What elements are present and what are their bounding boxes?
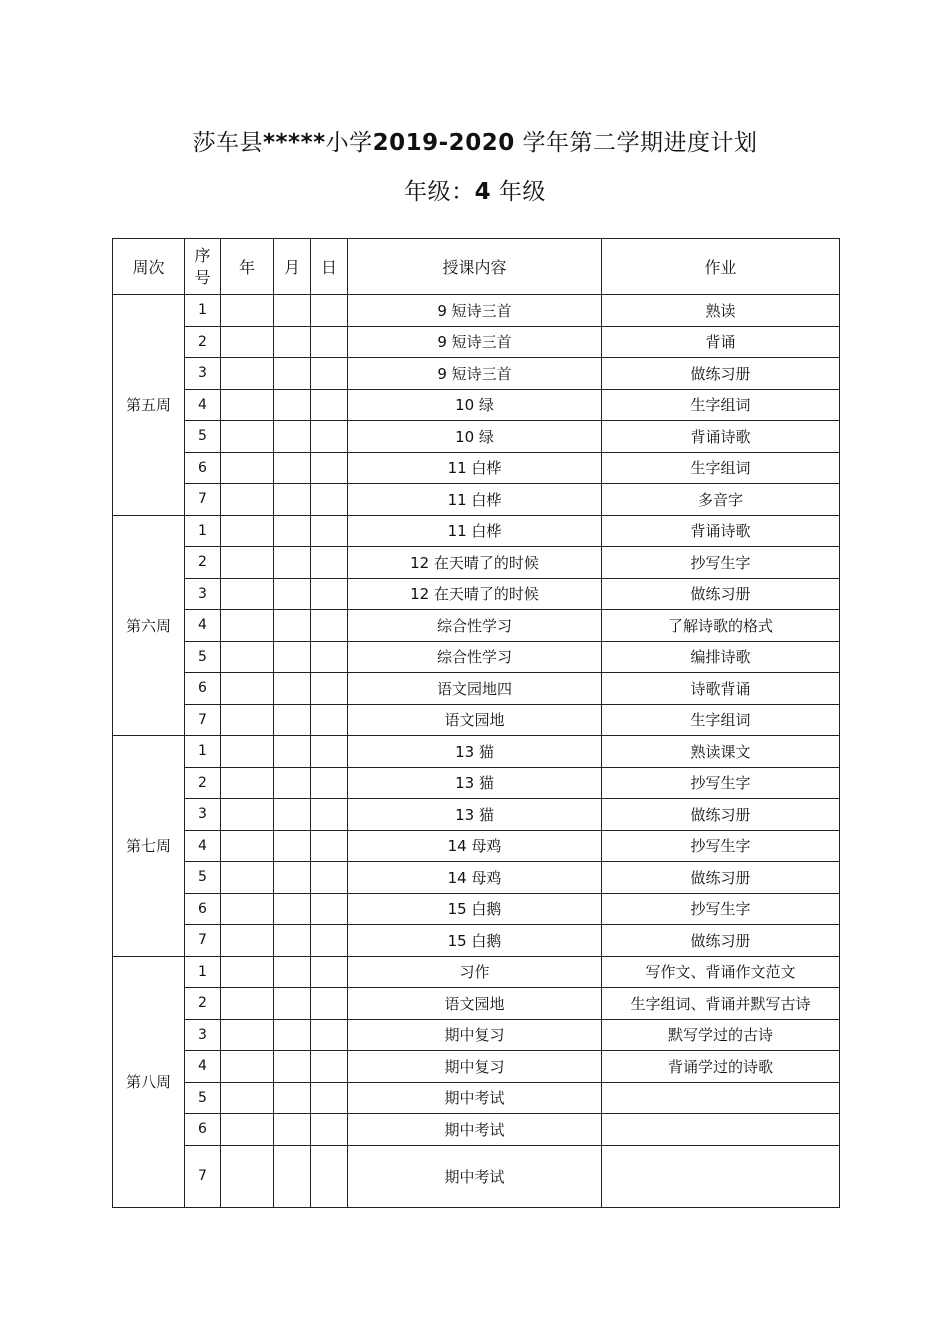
content-cell: 9 短诗三首 <box>348 326 602 358</box>
year-cell <box>221 767 274 799</box>
year-cell <box>221 515 274 547</box>
seq-cell: 6 <box>185 1114 221 1146</box>
title-suffix: 学年第二学期进度计划 <box>522 130 758 156</box>
year-cell <box>221 925 274 957</box>
header-month: 月 <box>274 239 311 295</box>
header-day: 日 <box>311 239 348 295</box>
homework-cell: 写作文、背诵作文范文 <box>602 956 840 988</box>
homework-cell: 做练习册 <box>602 358 840 390</box>
table-row <box>113 862 840 894</box>
month-cell <box>274 484 311 516</box>
title-school: 小学 <box>325 130 373 156</box>
day-cell <box>311 484 348 516</box>
day-cell <box>311 956 348 988</box>
seq-cell: 5 <box>185 862 221 894</box>
week-label: 第五周 <box>113 295 185 516</box>
day-cell <box>311 578 348 610</box>
year-cell <box>221 1114 274 1146</box>
content-cell: 语文园地 <box>348 704 602 736</box>
day-cell <box>311 547 348 579</box>
seq-cell: 1 <box>185 736 221 768</box>
table-row <box>113 578 840 610</box>
table-row <box>113 736 840 768</box>
homework-cell: 背诵学过的诗歌 <box>602 1051 840 1083</box>
page-title <box>0 124 950 157</box>
day-cell <box>311 1019 348 1051</box>
day-cell <box>311 1051 348 1083</box>
table-row <box>113 389 840 421</box>
month-cell <box>274 610 311 642</box>
content-cell: 习作 <box>348 956 602 988</box>
header-year: 年 <box>221 239 274 295</box>
grade-suffix: 年级 <box>498 179 546 205</box>
day-cell <box>311 295 348 327</box>
homework-cell: 做练习册 <box>602 925 840 957</box>
content-cell: 语文园地四 <box>348 673 602 705</box>
month-cell <box>274 421 311 453</box>
content-cell: 11 白桦 <box>348 452 602 484</box>
month-cell <box>274 295 311 327</box>
year-cell <box>221 484 274 516</box>
homework-cell <box>602 1114 840 1146</box>
content-cell: 10 绿 <box>348 389 602 421</box>
table-row <box>113 515 840 547</box>
grade-subtitle <box>0 173 950 206</box>
day-cell <box>311 610 348 642</box>
homework-cell: 熟读课文 <box>602 736 840 768</box>
homework-cell: 做练习册 <box>602 799 840 831</box>
table-row <box>113 358 840 390</box>
year-cell <box>221 389 274 421</box>
month-cell <box>274 515 311 547</box>
day-cell <box>311 736 348 768</box>
table-row <box>113 641 840 673</box>
schedule-body <box>113 295 840 1208</box>
homework-cell: 多音字 <box>602 484 840 516</box>
homework-cell: 做练习册 <box>602 578 840 610</box>
seq-cell: 3 <box>185 1019 221 1051</box>
day-cell <box>311 421 348 453</box>
content-cell: 11 白桦 <box>348 515 602 547</box>
month-cell <box>274 736 311 768</box>
table-row <box>113 1019 840 1051</box>
seq-cell: 1 <box>185 956 221 988</box>
table-row <box>113 326 840 358</box>
year-cell <box>221 547 274 579</box>
content-cell: 14 母鸡 <box>348 830 602 862</box>
day-cell <box>311 389 348 421</box>
homework-cell <box>602 1145 840 1207</box>
content-cell: 10 绿 <box>348 421 602 453</box>
header-seq <box>185 239 221 295</box>
month-cell <box>274 1145 311 1207</box>
year-cell <box>221 799 274 831</box>
month-cell <box>274 799 311 831</box>
seq-cell: 4 <box>185 830 221 862</box>
day-cell <box>311 799 348 831</box>
content-cell: 13 猫 <box>348 736 602 768</box>
year-cell <box>221 673 274 705</box>
seq-cell: 2 <box>185 988 221 1020</box>
content-cell: 13 猫 <box>348 799 602 831</box>
month-cell <box>274 988 311 1020</box>
month-cell <box>274 830 311 862</box>
homework-cell: 背诵 <box>602 326 840 358</box>
year-cell <box>221 295 274 327</box>
year-cell <box>221 862 274 894</box>
month-cell <box>274 767 311 799</box>
homework-cell: 熟读 <box>602 295 840 327</box>
table-row <box>113 799 840 831</box>
table-row <box>113 704 840 736</box>
table-row <box>113 1145 840 1207</box>
table-row <box>113 295 840 327</box>
year-cell <box>221 452 274 484</box>
day-cell <box>311 830 348 862</box>
month-cell <box>274 1114 311 1146</box>
homework-cell: 做练习册 <box>602 862 840 894</box>
day-cell <box>311 326 348 358</box>
content-cell: 综合性学习 <box>348 610 602 642</box>
seq-cell: 6 <box>185 673 221 705</box>
content-cell: 期中复习 <box>348 1019 602 1051</box>
month-cell <box>274 1082 311 1114</box>
homework-cell: 抄写生字 <box>602 767 840 799</box>
year-cell <box>221 704 274 736</box>
content-cell: 14 母鸡 <box>348 862 602 894</box>
homework-cell: 默写学过的古诗 <box>602 1019 840 1051</box>
year-cell <box>221 830 274 862</box>
grade-label: 年级： <box>404 179 475 205</box>
month-cell <box>274 641 311 673</box>
month-cell <box>274 1051 311 1083</box>
month-cell <box>274 547 311 579</box>
homework-cell: 生字组词、背诵并默写古诗 <box>602 988 840 1020</box>
year-cell <box>221 421 274 453</box>
homework-cell: 生字组词 <box>602 704 840 736</box>
year-cell <box>221 326 274 358</box>
content-cell: 期中复习 <box>348 1051 602 1083</box>
table-row <box>113 1051 840 1083</box>
homework-cell: 了解诗歌的格式 <box>602 610 840 642</box>
grade-number: 4 <box>474 179 492 205</box>
homework-cell: 生字组词 <box>602 389 840 421</box>
month-cell <box>274 1019 311 1051</box>
seq-cell: 1 <box>185 515 221 547</box>
year-cell <box>221 641 274 673</box>
content-cell: 期中考试 <box>348 1145 602 1207</box>
month-cell <box>274 862 311 894</box>
homework-cell: 生字组词 <box>602 452 840 484</box>
homework-cell: 背诵诗歌 <box>602 421 840 453</box>
day-cell <box>311 1082 348 1114</box>
content-cell: 13 猫 <box>348 767 602 799</box>
week-label: 第八周 <box>113 956 185 1207</box>
table-row <box>113 1082 840 1114</box>
day-cell <box>311 925 348 957</box>
day-cell <box>311 704 348 736</box>
month-cell <box>274 326 311 358</box>
year-cell <box>221 893 274 925</box>
table-row <box>113 1114 840 1146</box>
header-seq-line2: 号 <box>194 267 211 287</box>
content-cell: 9 短诗三首 <box>348 358 602 390</box>
year-cell <box>221 358 274 390</box>
week-label: 第七周 <box>113 736 185 957</box>
seq-cell: 2 <box>185 326 221 358</box>
day-cell <box>311 358 348 390</box>
header-week: 周次 <box>113 239 185 295</box>
month-cell <box>274 389 311 421</box>
day-cell <box>311 515 348 547</box>
content-cell: 9 短诗三首 <box>348 295 602 327</box>
week-label: 第六周 <box>113 515 185 736</box>
table-row <box>113 452 840 484</box>
title-years: 2019-2020 <box>372 130 515 156</box>
header-seq-line1: 序 <box>194 245 211 265</box>
year-cell <box>221 1145 274 1207</box>
table-row <box>113 925 840 957</box>
homework-cell <box>602 1082 840 1114</box>
homework-cell: 背诵诗歌 <box>602 515 840 547</box>
seq-cell: 7 <box>185 484 221 516</box>
seq-cell: 4 <box>185 1051 221 1083</box>
table-row <box>113 547 840 579</box>
seq-cell: 7 <box>185 925 221 957</box>
month-cell <box>274 673 311 705</box>
month-cell <box>274 452 311 484</box>
seq-cell: 5 <box>185 641 221 673</box>
day-cell <box>311 1145 348 1207</box>
seq-cell: 3 <box>185 578 221 610</box>
seq-cell: 3 <box>185 358 221 390</box>
homework-cell: 抄写生字 <box>602 547 840 579</box>
table-row <box>113 893 840 925</box>
year-cell <box>221 1051 274 1083</box>
year-cell <box>221 988 274 1020</box>
day-cell <box>311 893 348 925</box>
table-row <box>113 767 840 799</box>
homework-cell: 抄写生字 <box>602 830 840 862</box>
table-row <box>113 988 840 1020</box>
month-cell <box>274 578 311 610</box>
header-homework: 作业 <box>602 239 840 295</box>
table-row <box>113 830 840 862</box>
seq-cell: 1 <box>185 295 221 327</box>
seq-cell: 3 <box>185 799 221 831</box>
content-cell: 15 白鹅 <box>348 925 602 957</box>
day-cell <box>311 641 348 673</box>
content-cell: 综合性学习 <box>348 641 602 673</box>
seq-cell: 5 <box>185 1082 221 1114</box>
table-row <box>113 421 840 453</box>
seq-cell: 4 <box>185 389 221 421</box>
content-cell: 11 白桦 <box>348 484 602 516</box>
month-cell <box>274 893 311 925</box>
content-cell: 语文园地 <box>348 988 602 1020</box>
month-cell <box>274 704 311 736</box>
year-cell <box>221 610 274 642</box>
year-cell <box>221 1082 274 1114</box>
seq-cell: 7 <box>185 704 221 736</box>
header-content: 授课内容 <box>348 239 602 295</box>
table-row <box>113 956 840 988</box>
year-cell <box>221 1019 274 1051</box>
homework-cell: 诗歌背诵 <box>602 673 840 705</box>
content-cell: 期中考试 <box>348 1114 602 1146</box>
homework-cell: 编排诗歌 <box>602 641 840 673</box>
seq-cell: 6 <box>185 452 221 484</box>
year-cell <box>221 956 274 988</box>
month-cell <box>274 358 311 390</box>
seq-cell: 5 <box>185 421 221 453</box>
table-row <box>113 673 840 705</box>
title-prefix: 莎车县 <box>192 130 263 156</box>
year-cell <box>221 578 274 610</box>
homework-cell: 抄写生字 <box>602 893 840 925</box>
day-cell <box>311 452 348 484</box>
table-row <box>113 610 840 642</box>
year-cell <box>221 736 274 768</box>
day-cell <box>311 862 348 894</box>
month-cell <box>274 956 311 988</box>
seq-cell: 2 <box>185 547 221 579</box>
day-cell <box>311 988 348 1020</box>
content-cell: 期中考试 <box>348 1082 602 1114</box>
month-cell <box>274 925 311 957</box>
seq-cell: 6 <box>185 893 221 925</box>
content-cell: 12 在天晴了的时候 <box>348 578 602 610</box>
day-cell <box>311 1114 348 1146</box>
content-cell: 15 白鹅 <box>348 893 602 925</box>
day-cell <box>311 673 348 705</box>
content-cell: 12 在天晴了的时候 <box>348 547 602 579</box>
table-row <box>113 484 840 516</box>
seq-cell: 7 <box>185 1145 221 1207</box>
schedule-table <box>112 238 840 1208</box>
seq-cell: 2 <box>185 767 221 799</box>
table-header-row <box>113 239 840 295</box>
seq-cell: 4 <box>185 610 221 642</box>
day-cell <box>311 767 348 799</box>
title-stars: ***** <box>262 130 326 156</box>
